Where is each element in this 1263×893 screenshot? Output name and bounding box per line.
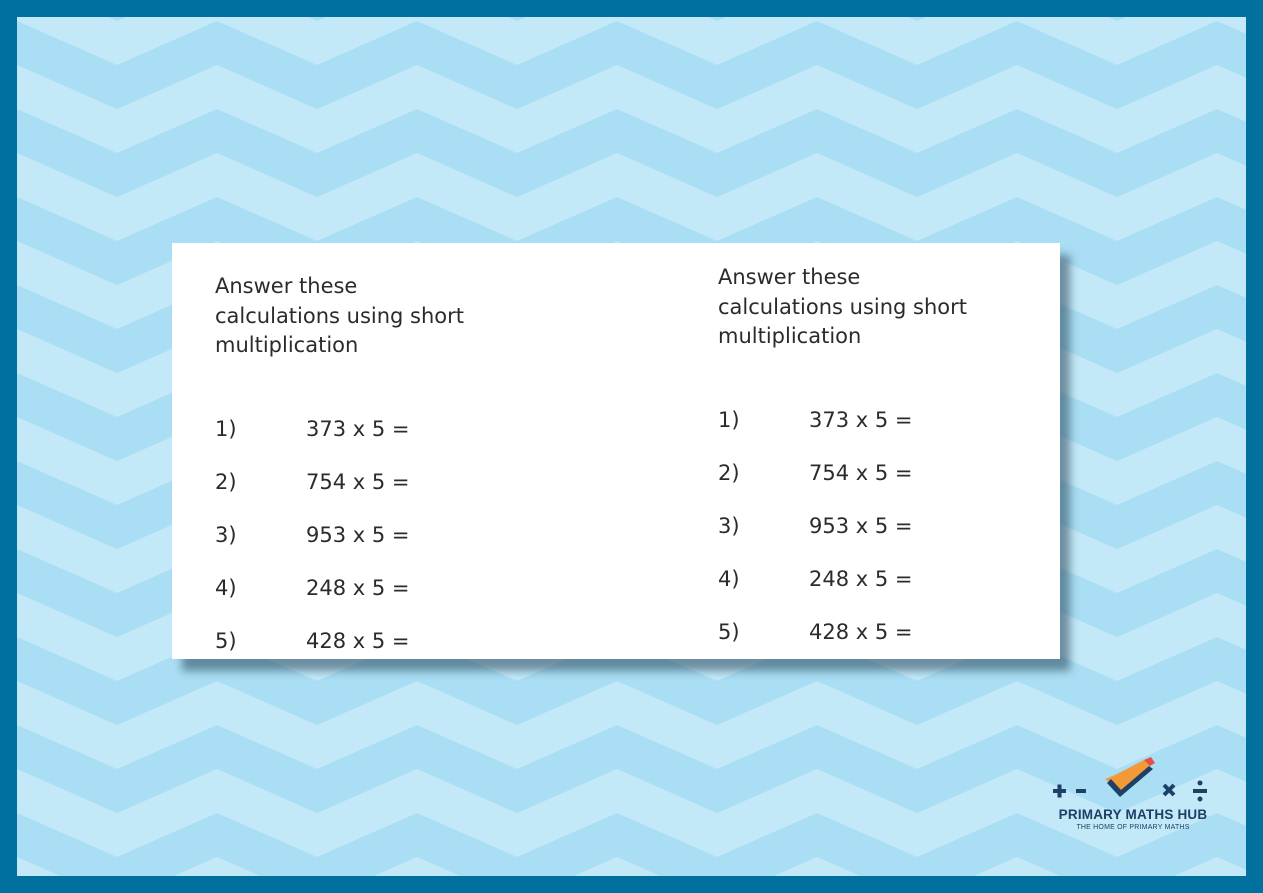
- question-number: 5): [718, 620, 740, 644]
- checkmark-pencil-icon: [1105, 757, 1155, 797]
- instruction-text: Answer these calculations using short multiplication: [215, 274, 465, 357]
- question-expression: 428 x 5 =: [306, 629, 410, 653]
- question-expression: 248 x 5 =: [306, 576, 410, 600]
- question-item: [718, 553, 1098, 606]
- question-number: 4): [718, 567, 740, 591]
- question-number: 1): [215, 417, 237, 441]
- question-expression: 754 x 5 =: [306, 470, 410, 494]
- question-number: 4): [215, 576, 237, 600]
- instruction-text: Answer these calculations using short multiplication: [718, 265, 968, 348]
- question-item: [718, 606, 1098, 659]
- question-number: 5): [215, 629, 237, 653]
- question-item: [215, 403, 595, 456]
- question-number: 2): [215, 470, 237, 494]
- question-item: [718, 447, 1098, 500]
- minus-icon: [1076, 789, 1086, 793]
- question-item: [718, 394, 1098, 447]
- divide-icon: [1193, 781, 1207, 802]
- question-item: [215, 615, 595, 668]
- slide-frame: [17, 17, 1246, 876]
- worksheet-column-right: [718, 263, 1098, 659]
- question-item: [718, 500, 1098, 553]
- question-item: [215, 562, 595, 615]
- logo-tagline: THE HOME OF PRIMARY MATHS: [1076, 824, 1190, 831]
- question-expression: 953 x 5 =: [306, 523, 410, 547]
- question-expression: 373 x 5 =: [809, 408, 913, 432]
- question-list: [718, 394, 1098, 659]
- logo-symbols: [1045, 757, 1221, 807]
- primary-maths-hub-logo: [1045, 757, 1221, 849]
- question-list: [215, 403, 595, 668]
- question-expression: 754 x 5 =: [809, 461, 913, 485]
- question-expression: 248 x 5 =: [809, 567, 913, 591]
- worksheet-column-left: [215, 272, 595, 668]
- question-item: [215, 509, 595, 562]
- logo-brand-name: PRIMARY MATHS HUB: [1058, 807, 1208, 822]
- plus-icon: [1053, 785, 1066, 798]
- question-number: 3): [215, 523, 237, 547]
- times-icon: [1164, 785, 1174, 795]
- question-number: 2): [718, 461, 740, 485]
- worksheet-card: [172, 243, 1060, 659]
- question-expression: 373 x 5 =: [306, 417, 410, 441]
- question-expression: 428 x 5 =: [809, 620, 913, 644]
- question-number: 1): [718, 408, 740, 432]
- question-expression: 953 x 5 =: [809, 514, 913, 538]
- question-item: [215, 456, 595, 509]
- question-number: 3): [718, 514, 740, 538]
